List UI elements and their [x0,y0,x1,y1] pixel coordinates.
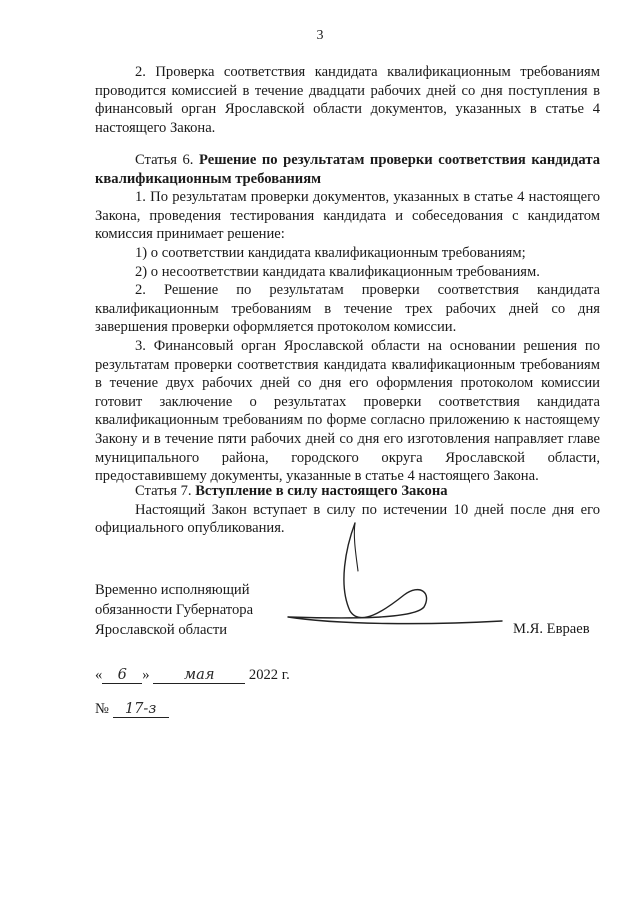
date-month: мая [153,666,245,684]
number-sign: № [95,701,109,717]
date-open-quote: « [95,667,103,683]
article-7-heading [95,482,600,501]
number-value: 17-з [113,700,169,718]
signatory-line-3: Ярославской области [95,622,228,638]
article-6-prefix: Статья 6. [135,152,199,168]
page-number: 3 [316,28,324,43]
article-6 [95,151,600,486]
date-close-quote: » [142,667,150,683]
article-6-heading [95,151,600,188]
article-6-option-2: 2) о несоответствии кандидата квалификационным требованиям. [135,263,540,280]
paragraph: 2. Проверка соответствия кандидата квалификационным требованиям проводится комиссией в течение двадцати рабочих дней со дня поступления в финансовый орган Ярославской области документов, указанных в статье 4 настоящего Закона. [95,64,600,136]
article-6-p1: 1. По результатам проверки документов, указанных в статье 4 настоящего Закона, проведения тестирования кандидата и собеседования с кандидатом комиссия принимает решение: [95,189,600,243]
signatory-line-2: обязанности Губернатора [95,602,254,618]
handwritten-signature [280,515,510,635]
article-7-prefix: Статья 7. [135,483,196,499]
article-6-p2: 2. Решение по результатам проверки соответствия кандидата квалификационным требованиям в течение трех рабочих дней со дня завершения проверки оформляется протоколом комиссии. [95,282,600,336]
article-7-p1: Настоящий Закон вступает в силу по истечении 10 дней после дня его официального опубликования. [95,501,600,537]
article-7-title: Вступление в силу настоящего Закона [195,483,448,499]
signatory-name: М.Я. Евраев [513,621,590,637]
document-date [95,666,290,684]
date-day: 6 [102,666,142,684]
date-year: 2022 г. [248,667,290,683]
article-6-p3: 3. Финансовый орган Ярославской области на основании решения по результатам проверки соответствия кандидата квалификационным требованиям в течение двух рабочих дней со дня его оформления протоколом комиссии готовит заключение о результатах проверки соответствия кандидата квалификационным требованиям по форме согласно приложению к настоящему Закону и в течение пяти рабочих дней со дня его изготовления направляет главе муниципального района, городского округа Ярославской области, предоставившему документы, указанные в статье 4 настоящего Закона. [95,337,600,485]
signatory-position [95,580,253,640]
article-6-title: Решение по результатам проверки соответствия кандидата квалификационным требованиям [95,152,600,187]
document-number [95,700,169,718]
article-6-option-1: 1) о соответствии кандидата квалификационным требованиям; [135,244,526,261]
signatory-line-1: Временно исполняющий [95,582,250,598]
section-2-paragraph [95,63,600,137]
